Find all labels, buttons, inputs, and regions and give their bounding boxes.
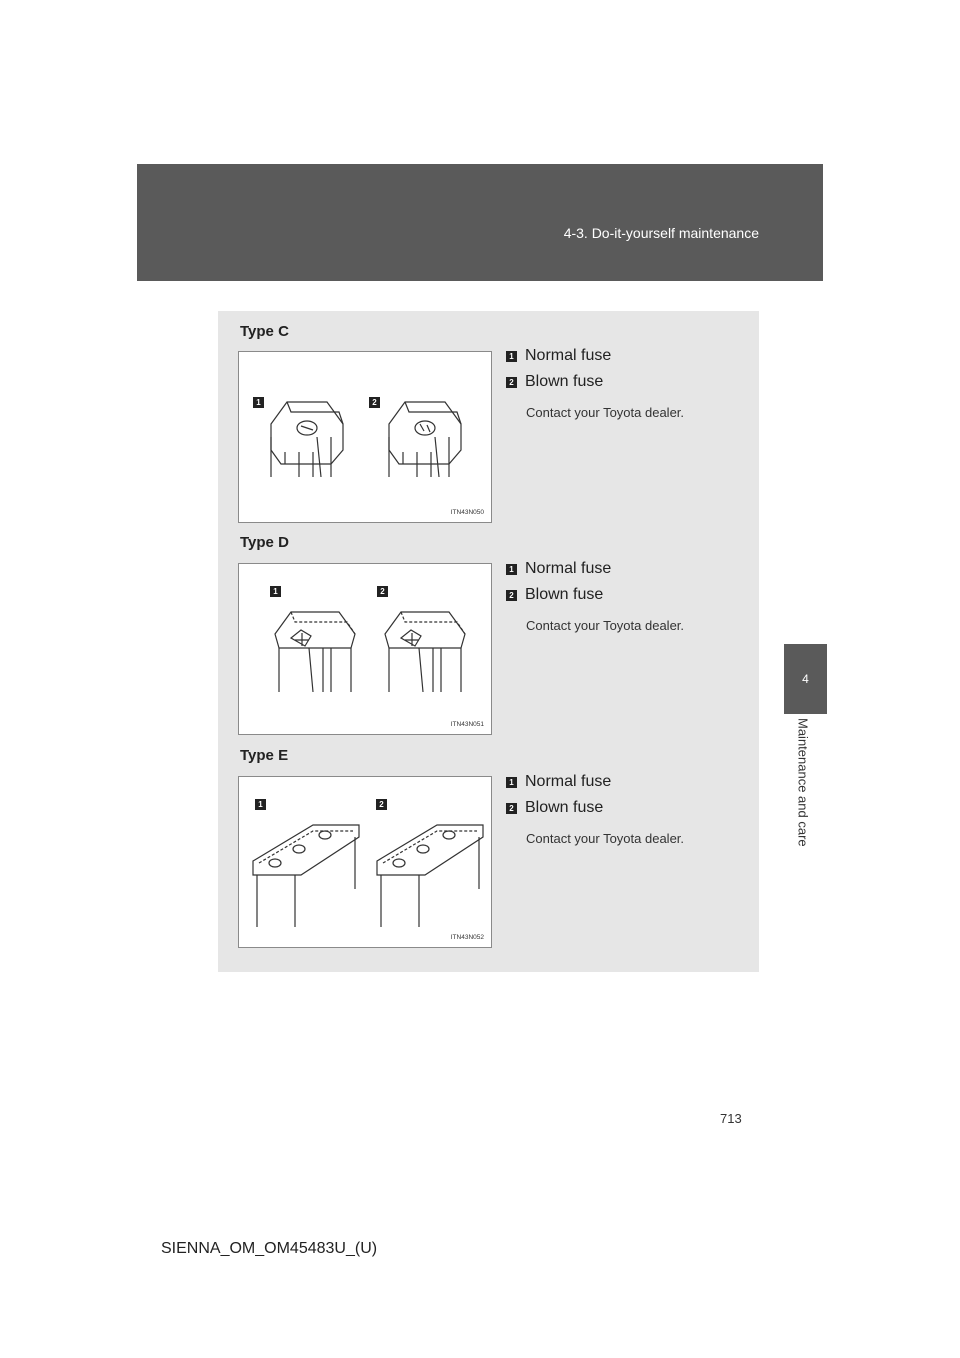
type-c-figure — [238, 351, 492, 523]
type-e-figure — [238, 776, 492, 948]
legend-item-blown-fuse — [506, 799, 603, 817]
marker-1: 1 — [253, 397, 264, 408]
marker-2: 2 — [369, 397, 380, 408]
header-band — [137, 164, 823, 281]
section-title: 4-3. Do-it-yourself maintenance — [563, 225, 759, 241]
marker-2: 2 — [506, 377, 517, 388]
type-d-heading: Type D — [240, 534, 289, 551]
legend-label: Normal fuse — [525, 560, 612, 577]
legend-item-blown-fuse — [506, 373, 603, 391]
marker-2: 2 — [506, 590, 517, 601]
chapter-number: 4 — [802, 672, 809, 686]
type-d-figure — [238, 563, 492, 735]
type-c-fuse-illustration — [239, 352, 493, 524]
dealer-note: Contact your Toyota dealer. — [526, 618, 685, 633]
legend-item-normal-fuse — [506, 560, 611, 578]
marker-2: 2 — [377, 586, 388, 597]
figure-code: ITN43N051 — [450, 721, 484, 728]
legend-item-normal-fuse — [506, 773, 611, 791]
marker-1: 1 — [506, 564, 517, 575]
legend-label: Normal fuse — [525, 347, 612, 364]
marker-1: 1 — [255, 799, 266, 810]
chapter-tab — [784, 644, 827, 714]
document-id: SIENNA_OM_OM45483U_(U) — [161, 1240, 378, 1257]
content-box — [218, 311, 759, 972]
chapter-label: Maintenance and care — [795, 718, 811, 847]
legend-label: Blown fuse — [525, 799, 604, 816]
figure-code: ITN43N050 — [450, 509, 484, 516]
dealer-note: Contact your Toyota dealer. — [526, 405, 685, 420]
legend-label: Blown fuse — [525, 586, 604, 603]
marker-2: 2 — [506, 803, 517, 814]
legend-label: Blown fuse — [525, 373, 604, 390]
marker-1: 1 — [506, 351, 517, 362]
marker-1: 1 — [270, 586, 281, 597]
page-number: 713 — [720, 1111, 742, 1126]
figure-code: ITN43N052 — [450, 934, 484, 941]
type-e-fuse-illustration — [239, 777, 493, 949]
type-c-heading: Type C — [240, 323, 289, 340]
legend-item-normal-fuse — [506, 347, 611, 365]
marker-2: 2 — [376, 799, 387, 810]
legend-item-blown-fuse — [506, 586, 603, 604]
legend-label: Normal fuse — [525, 773, 612, 790]
marker-1: 1 — [506, 777, 517, 788]
type-e-heading: Type E — [240, 747, 289, 764]
dealer-note: Contact your Toyota dealer. — [526, 831, 685, 846]
